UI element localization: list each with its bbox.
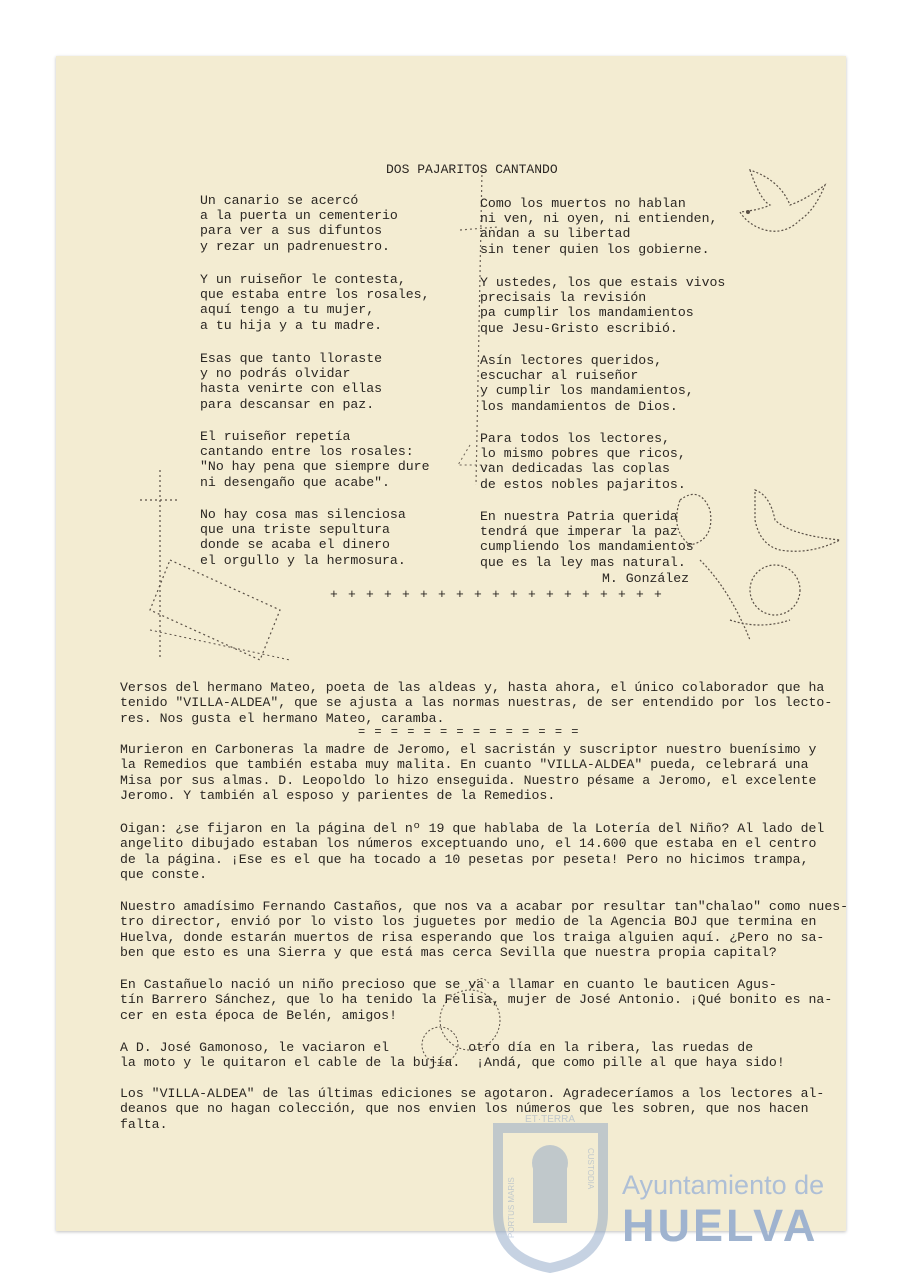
poem-line: van dedicadas las coplas xyxy=(480,461,670,477)
prose-line: Misa por sus almas. D. Leopoldo lo hizo enseguida. Nuestro pésame a Jeromo, el excelente xyxy=(120,772,817,788)
poem-left-stanza-1 xyxy=(200,193,398,254)
poem-line: Y un ruiseñor le contesta, xyxy=(200,272,406,287)
bird-top-right-icon xyxy=(730,150,830,250)
prose-line: de la página. ¡Ese es el que ha tocado a 10 pesetas por peseta! Pero no hicimos trampa, xyxy=(120,851,809,867)
paragraph-mateo xyxy=(120,680,833,726)
poem-line: Y ustedes, los que estais vivos xyxy=(480,275,726,290)
prose-line: tro director, envió por lo visto los juguetes por medio de la Agencia BOJ que termina en xyxy=(120,914,817,930)
poem-line: No hay cosa mas silenciosa xyxy=(200,507,406,522)
prose-line: Murieron en Carboneras la madre de Jeromo, el sacristán y suscriptor nuestro buenísimo y xyxy=(120,742,817,757)
poem-line: El ruiseñor repetía xyxy=(200,429,351,444)
poem-line: pa cumplir los mandamientos xyxy=(480,305,694,321)
prose-line: cer en esta época de Belén, amigos! xyxy=(120,1007,397,1023)
poem-right-stanza-2 xyxy=(480,275,725,336)
plus-separator: + + + + + + + + + + + + + + + + + + + xyxy=(330,587,664,602)
poem-right-stanza-4 xyxy=(480,431,686,492)
poem-line: a la puerta un cementerio xyxy=(200,208,398,224)
prose-line: la Remedios que también estaba muy malita. En cuanto "VILLA-ALDEA" pueda, celebrará una xyxy=(120,757,809,773)
shield-left-text: PORTUS MARIS xyxy=(507,1177,516,1238)
paragraph-loteria xyxy=(120,821,825,882)
paragraph-ediciones xyxy=(120,1086,825,1132)
poem-title: DOS PAJARITOS CANTANDO xyxy=(386,162,558,177)
poem-line: que es la ley mas natural. xyxy=(480,554,686,570)
prose-line: Versos del hermano Mateo, poeta de las aldeas y, hasta ahora, el único colaborador que ha xyxy=(120,680,825,695)
poem-line: para descansar en paz. xyxy=(200,396,375,412)
prose-line: deanos que no hagan colección, que nos envien los números que les sobren, que nos hacen xyxy=(120,1101,809,1117)
poem-line: tendrá que imperar la paz xyxy=(480,524,678,540)
poem-line: Un canario se acercó xyxy=(200,193,359,208)
poem-line: Para todos los lectores, xyxy=(480,431,670,446)
poem-line: aquí tengo a tu mujer, xyxy=(200,302,375,318)
poem-line: precisais la revisión xyxy=(480,290,647,306)
prose-line: que conste. xyxy=(120,866,208,882)
paragraph-carboneras xyxy=(120,742,820,803)
poem-line: que estaba entre los rosales, xyxy=(200,287,430,303)
poem-line: sin tener quien los gobierne. xyxy=(480,241,710,257)
prose-line: tenido "VILLA-ALDEA", que se ajusta a las normas nuestras, de ser entendido por los lecto- xyxy=(120,695,833,711)
poem-line: y no podrás olvidar xyxy=(200,366,351,382)
poem-line: cantando entre los rosales: xyxy=(200,444,414,460)
poem-line: Asín lectores queridos, xyxy=(480,353,663,368)
poem-line: escuchar al ruiseñor xyxy=(480,368,639,384)
poem-line: para ver a sus difuntos xyxy=(200,223,383,239)
prose-line: Nuestro amadísimo Fernando Castaños, que nos va a acabar por resultar tan"chalao" como nues- xyxy=(120,899,849,914)
prose-line: tín Barrero Sánchez, que lo ha tenido la Felisa, mujer de José Antonio. ¡Qué bonito es na- xyxy=(120,992,833,1008)
huelva-shield-icon xyxy=(488,1108,613,1273)
shield-right-text: CUSTODIA xyxy=(586,1148,595,1190)
shield-top-text: ET·TERRA xyxy=(525,1114,575,1125)
poem-line: Esas que tanto lloraste xyxy=(200,351,383,366)
poem-left-stanza-2 xyxy=(200,272,430,333)
prose-line: A D. José Gamonoso, le vaciaron el otro día en la ribera, las ruedas de xyxy=(120,1040,754,1055)
poem-line: andan a su libertad xyxy=(480,226,631,242)
prose-line: Oigan: ¿se fijaron en la página del nº 19 que hablaba de la Lotería del Niño? Al lado del xyxy=(120,821,825,836)
poem-line: que Jesu-Gristo escribió. xyxy=(480,320,678,336)
poem-line: ni desengaño que acabe". xyxy=(200,474,390,490)
prose-line: angelito dibujado estaban los números exceptuando uno, el 14.600 que estaba en el centro xyxy=(120,836,817,852)
paragraph-castanos xyxy=(120,899,849,960)
tombstone-drawing xyxy=(130,460,320,680)
poem-right-stanza-3 xyxy=(480,353,694,414)
poem-line: el orgullo y la hermosura. xyxy=(200,552,406,568)
poem-line: a tu hija y a tu madre. xyxy=(200,317,383,333)
poem-line: "No hay pena que siempre dure xyxy=(200,459,430,475)
prose-line: En Castañuelo nació un niño precioso que se va a llamar en cuanto le bauticen Agus- xyxy=(120,977,777,992)
poem-line: donde se acaba el dinero xyxy=(200,537,390,553)
poem-signature: M. González xyxy=(602,571,690,586)
prose-line: ben que esto es una Sierra y que está mas cerca Sevilla que nuestra propia capital? xyxy=(120,944,777,960)
poem-left-stanza-4 xyxy=(200,429,430,490)
poem-line: cumpliendo los mandamientos xyxy=(480,539,694,555)
prose-line: Los "VILLA-ALDEA" de las últimas ediciones se agotaron. Agradeceríamos a los lectores al- xyxy=(120,1086,825,1101)
prose-line: Jeromo. Y también al esposo y parientes de la Remedios. xyxy=(120,787,556,803)
poem-right-stanza-1 xyxy=(480,196,717,257)
prose-line: la moto y le quitaron el cable de la bujía. ¡Andá, que como pille al que haya sido! xyxy=(120,1055,785,1071)
poem-line: que una triste sepultura xyxy=(200,522,390,538)
poem-left-stanza-5 xyxy=(200,507,406,568)
poem-line: ni ven, ni oyen, ni entienden, xyxy=(480,211,718,227)
equals-separator: = = = = = = = = = = = = = = xyxy=(358,725,580,739)
prose-line: res. Nos gusta el hermano Mateo, caramba. xyxy=(120,710,445,726)
poem-line: Como los muertos no hablan xyxy=(480,196,686,211)
paragraph-gamonoso xyxy=(120,1040,820,1071)
poem-line: los mandamientos de Dios. xyxy=(480,398,678,414)
poem-line: y rezar un padrenuestro. xyxy=(200,238,390,254)
poem-right-stanza-5 xyxy=(480,509,694,570)
poem-line: de estos nobles pajaritos. xyxy=(480,476,686,492)
poem-line: y cumplir los mandamientos, xyxy=(480,383,694,399)
watermark-line1: Ayuntamiento de xyxy=(622,1170,825,1200)
poem-line: hasta venirte con ellas xyxy=(200,381,383,397)
poem-line: lo mismo pobres que ricos, xyxy=(480,446,686,462)
poem-line: En nuestra Patria querida xyxy=(480,509,678,524)
poem-left-stanza-3 xyxy=(200,351,382,412)
prose-line: falta. xyxy=(120,1116,168,1132)
prose-line: Huelva, donde estarán muertos de risa esperando que los traiga alguien aquí. ¿Pero no sa- xyxy=(120,929,825,945)
watermark-line2: HUELVA xyxy=(622,1200,819,1251)
paragraph-castanuelo xyxy=(120,977,833,1023)
